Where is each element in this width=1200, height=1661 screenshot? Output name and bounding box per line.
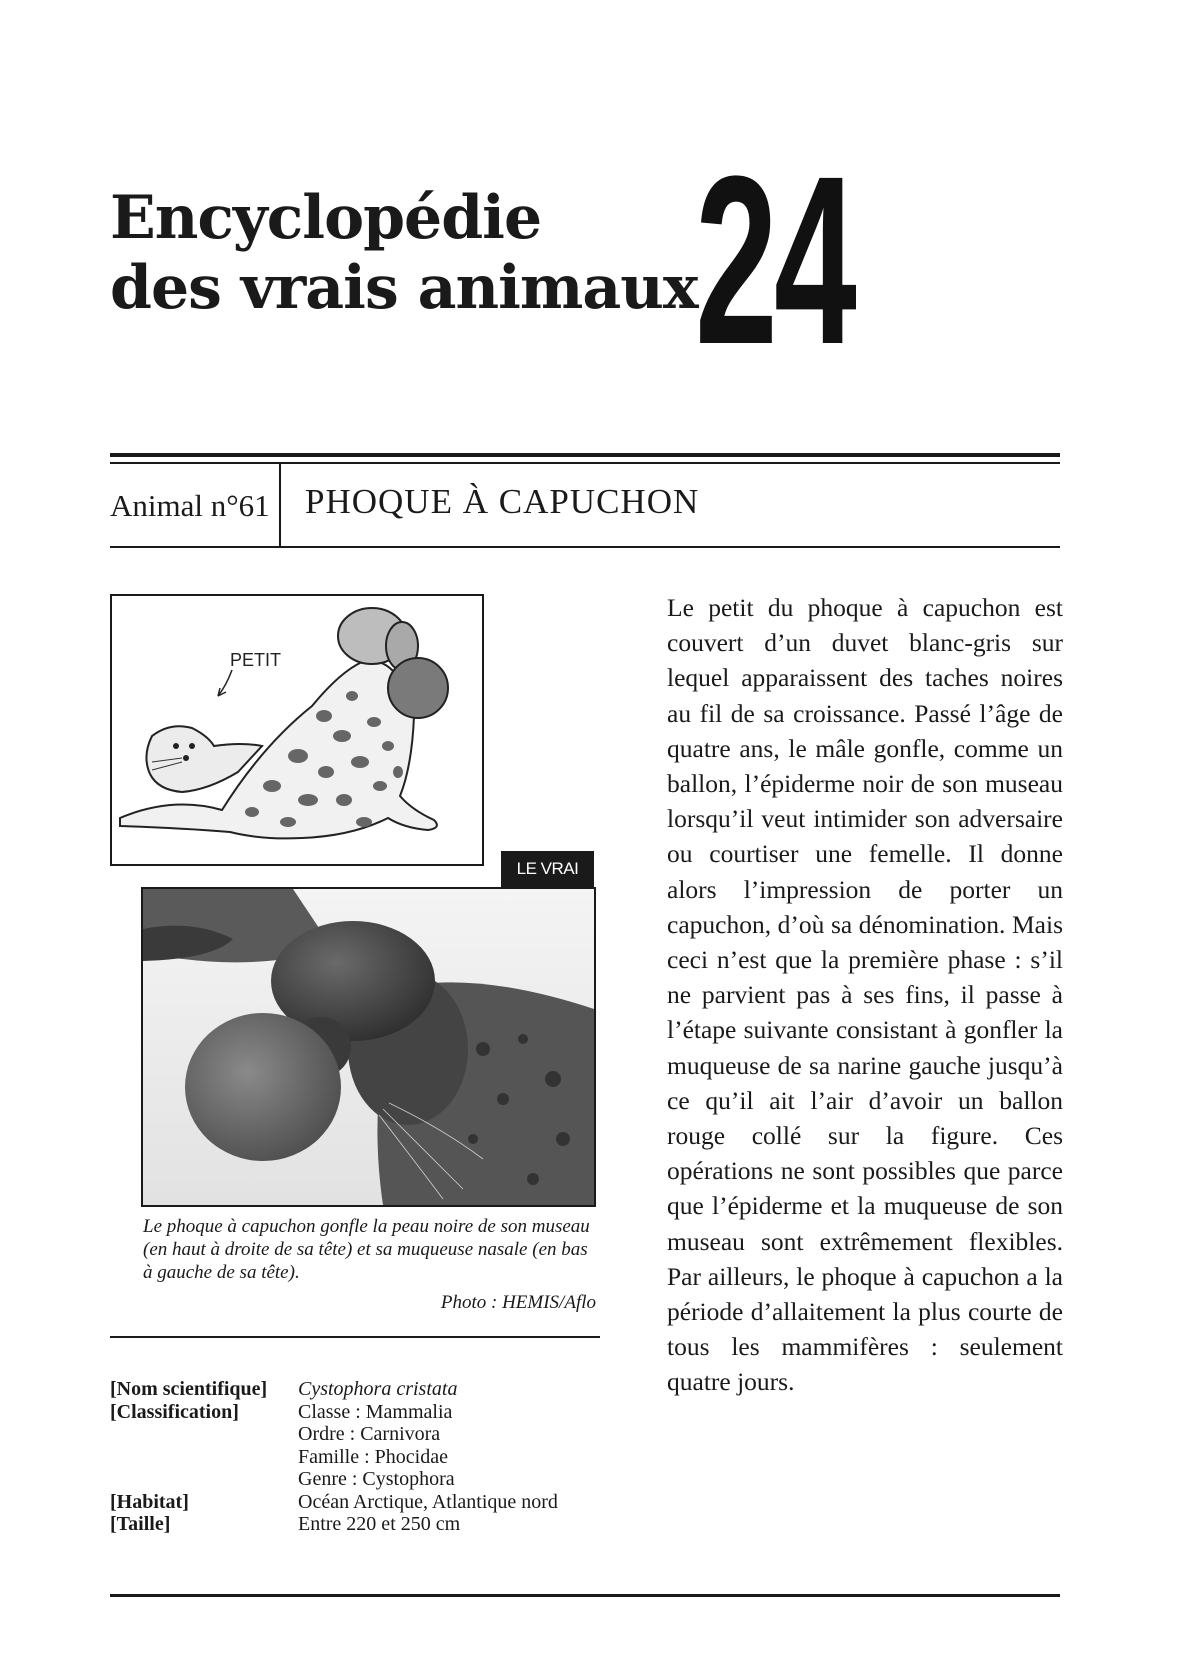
animal-name: PHOQUE À CAPUCHON [305,482,700,521]
header-divider [279,462,281,546]
seal-photo [141,887,596,1207]
fact-value: Genre : Cystophora [298,1468,455,1490]
top-rule-thick [110,453,1060,457]
photo-image [143,889,594,1205]
seal-illustration [110,594,484,866]
seal-drawing [112,596,482,864]
title-line-1: Encyclopédie [110,183,542,253]
caption-rule [110,1336,600,1338]
le-vrai-badge: LE VRAI [501,851,594,887]
body-text: Le petit du phoque à capuchon est couvert d’un duvet blanc-gris sur lequel apparaissent des taches noires au fil de sa croissance. Passé l’âge de quatre ans, le mâle gonfle, comme un ballon, l’épiderme noir de son museau lorsqu’il veut intimider son adversaire ou courtiser une femelle. Il donne alors l’impression de porter un capuchon, d’où sa dénomination. Mais ceci n’est que la première phase : s’il ne parvient pas à ses fins, il passe à l’étape suivante consistant à gonfler la muqueuse de sa narine gauche jusqu’à ce qu’il ait l’air d’avoir un ballon rouge collé sur la figure. Ces opérations ne sont possibles que parce que l’épiderme et la muqueuse de son museau sont extrêmement flexibles. Par ailleurs, le phoque à capuchon a la période d’allaitement la plus courte de tous les mammifères : seulement quatre jours. [667,593,1063,1397]
fact-classification [110,1401,630,1491]
pup-label: PETIT [230,650,282,670]
fact-value: Classe : Mammalia [298,1400,453,1423]
fact-label: [Classification] [110,1400,239,1423]
fact-label: [Habitat] [110,1490,189,1513]
fact-size [110,1513,630,1536]
title-line-2: des vrais animaux [110,253,698,323]
facts-table [110,1378,630,1536]
photo-credit: Photo : HEMIS/Aflo [440,1292,596,1313]
fact-value: Ordre : Carnivora [298,1423,441,1445]
volume-number: 24 [695,126,854,394]
fact-value: Entre 220 et 250 cm [298,1513,461,1535]
fact-scientific-name [110,1378,630,1401]
fact-value: Océan Arctique, Atlantique nord [298,1490,558,1513]
fact-label: [Taille] [110,1513,171,1535]
animal-number: Animal n°61 [110,488,270,523]
fact-value: Cystophora cristata [298,1378,458,1400]
book-title [110,183,698,323]
fact-value: Famille : Phocidae [298,1445,448,1468]
fact-habitat [110,1491,630,1514]
bottom-rule [110,1594,1060,1597]
header-bottom-rule [110,546,1060,548]
photo-caption: Le phoque à capuchon gonfle la peau noire de son museau (en haut à droite de sa tête) et sa muqueuse nasale (en bas à gauche de sa tête). [143,1216,590,1283]
fact-label: [Nom scientifique] [110,1378,268,1400]
entry-header [110,462,1060,546]
